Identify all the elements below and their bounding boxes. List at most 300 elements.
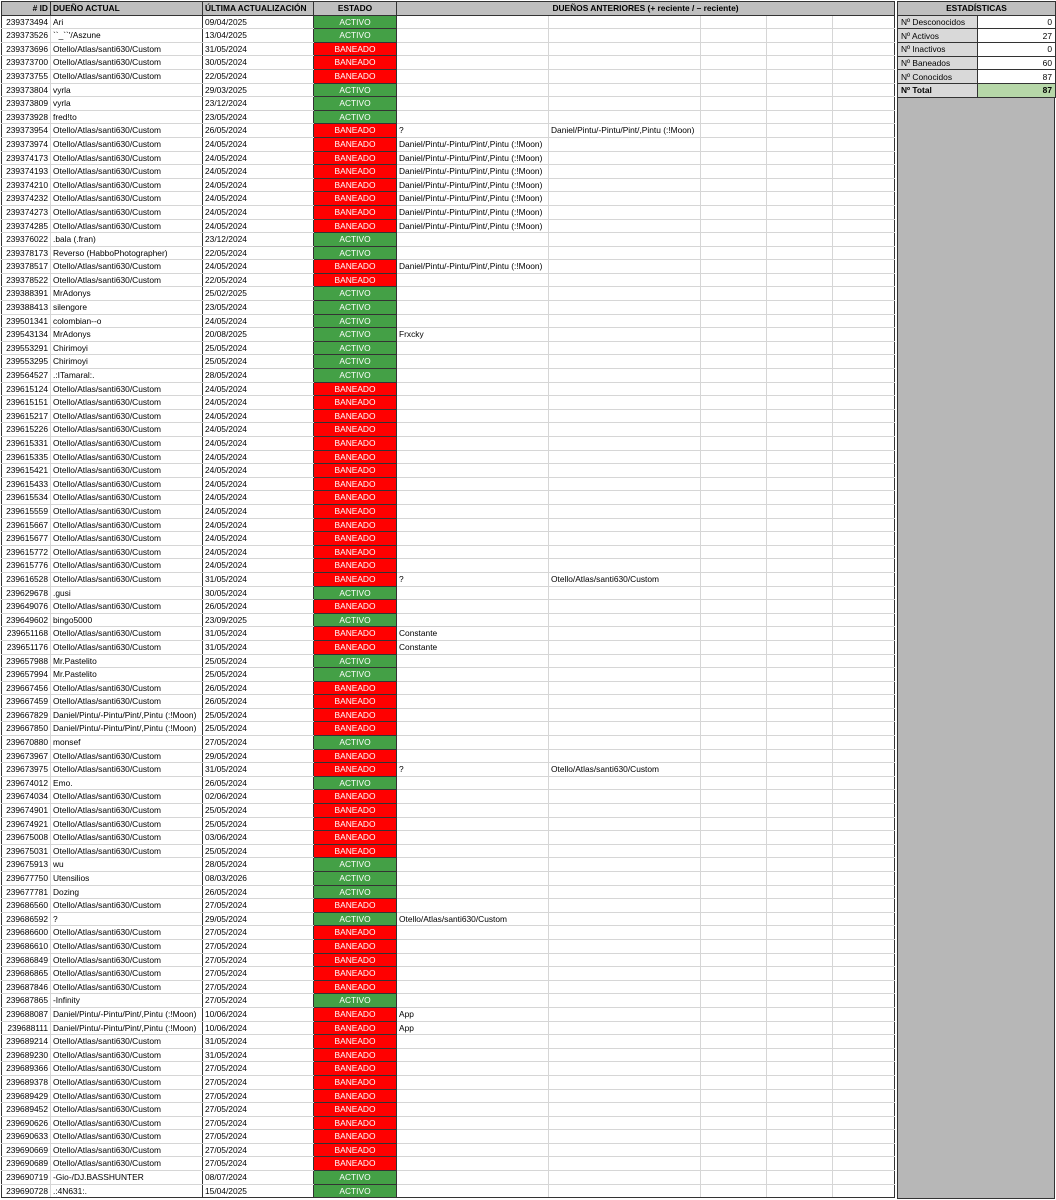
cell-empty[interactable] [833,233,895,247]
cell-id[interactable]: 239690689 [2,1157,51,1171]
cell-previous-owner-2[interactable] [549,749,701,763]
cell-date[interactable]: 23/09/2025 [203,613,314,627]
cell-empty[interactable] [833,477,895,491]
cell-status[interactable]: BANEADO [314,1116,397,1130]
cell-id[interactable]: 239374273 [2,205,51,219]
cell-empty[interactable] [701,273,767,287]
cell-status[interactable]: BANEADO [314,192,397,206]
cell-previous-owner-1[interactable] [397,1130,549,1144]
cell-empty[interactable] [767,151,833,165]
cell-empty[interactable] [701,1130,767,1144]
cell-empty[interactable] [767,328,833,342]
cell-empty[interactable] [701,817,767,831]
cell-id[interactable]: 239689452 [2,1103,51,1117]
cell-empty[interactable] [767,1171,833,1185]
cell-empty[interactable] [701,450,767,464]
cell-owner[interactable]: Otello/Atlas/santi630/Custom [51,1062,203,1076]
cell-empty[interactable] [701,1184,767,1198]
cell-previous-owner-2[interactable] [549,151,701,165]
cell-empty[interactable] [833,396,895,410]
cell-id[interactable]: 239615677 [2,532,51,546]
cell-empty[interactable] [833,273,895,287]
cell-empty[interactable] [833,29,895,43]
cell-previous-owner-2[interactable] [549,532,701,546]
cell-date[interactable]: 26/05/2024 [203,695,314,709]
cell-previous-owner-1[interactable] [397,382,549,396]
cell-empty[interactable] [767,287,833,301]
cell-empty[interactable] [833,409,895,423]
cell-empty[interactable] [833,980,895,994]
cell-empty[interactable] [767,749,833,763]
cell-empty[interactable] [701,654,767,668]
cell-owner[interactable]: Otello/Atlas/santi630/Custom [51,953,203,967]
stats-total-label[interactable]: Nº Total [898,84,978,98]
cell-date[interactable]: 31/05/2024 [203,1048,314,1062]
cell-empty[interactable] [701,409,767,423]
cell-empty[interactable] [833,681,895,695]
cell-previous-owner-1[interactable] [397,1075,549,1089]
cell-empty[interactable] [767,627,833,641]
cell-owner[interactable]: Otello/Atlas/santi630/Custom [51,219,203,233]
cell-owner[interactable]: Mr.Pastelito [51,668,203,682]
cell-status[interactable]: BANEADO [314,640,397,654]
cell-date[interactable]: 27/05/2024 [203,980,314,994]
cell-empty[interactable] [701,97,767,111]
cell-owner[interactable]: Chirimoyi [51,355,203,369]
cell-empty[interactable] [701,613,767,627]
cell-empty[interactable] [701,872,767,886]
cell-previous-owner-1[interactable]: Constante [397,640,549,654]
cell-status[interactable]: BANEADO [314,1089,397,1103]
cell-empty[interactable] [833,1075,895,1089]
cell-empty[interactable] [767,885,833,899]
stats-label[interactable]: Nº Conocidos [898,70,978,84]
cell-id[interactable]: 239373494 [2,15,51,29]
cell-status[interactable]: BANEADO [314,532,397,546]
cell-empty[interactable] [701,504,767,518]
cell-date[interactable]: 25/05/2024 [203,708,314,722]
cell-previous-owner-1[interactable] [397,545,549,559]
cell-status[interactable]: ACTIVO [314,994,397,1008]
cell-status[interactable]: ACTIVO [314,29,397,43]
cell-empty[interactable] [701,953,767,967]
cell-owner[interactable]: Otello/Atlas/santi630/Custom [51,967,203,981]
column-header-id[interactable]: # ID [2,2,51,16]
cell-previous-owner-2[interactable] [549,980,701,994]
cell-owner[interactable]: ? [51,912,203,926]
cell-previous-owner-2[interactable] [549,29,701,43]
cell-previous-owner-2[interactable]: Daniel/Pintu/-Pintu/Pint/,Pintu (:!Moon) [549,124,701,138]
cell-previous-owner-1[interactable]: ? [397,124,549,138]
cell-owner[interactable]: Otello/Atlas/santi630/Custom [51,627,203,641]
cell-status[interactable]: BANEADO [314,151,397,165]
cell-empty[interactable] [767,464,833,478]
cell-date[interactable]: 24/05/2024 [203,314,314,328]
cell-empty[interactable] [833,1089,895,1103]
cell-previous-owner-2[interactable] [549,450,701,464]
cell-id[interactable]: 239501341 [2,314,51,328]
cell-status[interactable]: ACTIVO [314,341,397,355]
cell-date[interactable]: 02/06/2024 [203,790,314,804]
cell-previous-owner-2[interactable] [549,817,701,831]
cell-empty[interactable] [767,1062,833,1076]
cell-date[interactable]: 26/05/2024 [203,124,314,138]
cell-id[interactable]: 239673975 [2,763,51,777]
cell-empty[interactable] [833,464,895,478]
cell-id[interactable]: 239373696 [2,42,51,56]
cell-previous-owner-1[interactable] [397,939,549,953]
cell-previous-owner-1[interactable] [397,885,549,899]
cell-empty[interactable] [833,1007,895,1021]
cell-empty[interactable] [767,477,833,491]
cell-date[interactable]: 24/05/2024 [203,491,314,505]
cell-previous-owner-1[interactable] [397,980,549,994]
cell-date[interactable]: 25/05/2024 [203,844,314,858]
cell-empty[interactable] [767,423,833,437]
cell-empty[interactable] [701,763,767,777]
cell-empty[interactable] [767,532,833,546]
cell-previous-owner-2[interactable] [549,695,701,709]
cell-id[interactable]: 239689214 [2,1035,51,1049]
cell-previous-owner-1[interactable] [397,287,549,301]
cell-previous-owner-2[interactable] [549,233,701,247]
cell-id[interactable]: 239388391 [2,287,51,301]
cell-previous-owner-2[interactable] [549,301,701,315]
cell-date[interactable]: 08/03/2026 [203,872,314,886]
cell-id[interactable]: 239373700 [2,56,51,70]
cell-previous-owner-1[interactable] [397,586,549,600]
cell-previous-owner-2[interactable] [549,681,701,695]
cell-previous-owner-1[interactable]: Daniel/Pintu/-Pintu/Pint/,Pintu (:!Moon) [397,192,549,206]
cell-owner[interactable]: Otello/Atlas/santi630/Custom [51,437,203,451]
cell-empty[interactable] [701,1089,767,1103]
cell-empty[interactable] [701,776,767,790]
cell-previous-owner-1[interactable] [397,722,549,736]
cell-empty[interactable] [767,613,833,627]
cell-owner[interactable]: Otello/Atlas/santi630/Custom [51,491,203,505]
cell-id[interactable]: 239689429 [2,1089,51,1103]
cell-empty[interactable] [767,301,833,315]
cell-status[interactable]: BANEADO [314,477,397,491]
cell-owner[interactable]: Reverso (HabboPhotographer) [51,246,203,260]
cell-previous-owner-2[interactable] [549,260,701,274]
cell-date[interactable]: 31/05/2024 [203,42,314,56]
cell-id[interactable]: 239616528 [2,572,51,586]
cell-status[interactable]: ACTIVO [314,83,397,97]
cell-empty[interactable] [833,192,895,206]
column-header-status[interactable]: ESTADO [314,2,397,16]
cell-date[interactable]: 27/05/2024 [203,1089,314,1103]
cell-empty[interactable] [701,246,767,260]
cell-empty[interactable] [767,42,833,56]
cell-owner[interactable]: Mr.Pastelito [51,654,203,668]
cell-empty[interactable] [833,722,895,736]
cell-previous-owner-2[interactable] [549,504,701,518]
cell-id[interactable]: 239373526 [2,29,51,43]
cell-status[interactable]: ACTIVO [314,613,397,627]
cell-previous-owner-2[interactable] [549,97,701,111]
cell-status[interactable]: BANEADO [314,1157,397,1171]
cell-date[interactable]: 25/05/2024 [203,355,314,369]
cell-previous-owner-2[interactable] [549,328,701,342]
cell-date[interactable]: 20/08/2025 [203,328,314,342]
cell-id[interactable]: 239615151 [2,396,51,410]
cell-empty[interactable] [701,341,767,355]
cell-status[interactable]: ACTIVO [314,110,397,124]
cell-id[interactable]: 239686865 [2,967,51,981]
cell-owner[interactable]: Otello/Atlas/santi630/Custom [51,273,203,287]
cell-owner[interactable]: .bala (.fran) [51,233,203,247]
cell-previous-owner-2[interactable] [549,722,701,736]
cell-previous-owner-2[interactable] [549,804,701,818]
cell-id[interactable]: 239651176 [2,640,51,654]
cell-id[interactable]: 239373755 [2,69,51,83]
cell-previous-owner-1[interactable] [397,396,549,410]
cell-empty[interactable] [833,151,895,165]
cell-previous-owner-2[interactable] [549,885,701,899]
cell-owner[interactable]: Otello/Atlas/santi630/Custom [51,518,203,532]
cell-empty[interactable] [701,600,767,614]
cell-previous-owner-1[interactable] [397,681,549,695]
cell-empty[interactable] [701,1048,767,1062]
cell-date[interactable]: 22/05/2024 [203,273,314,287]
cell-status[interactable]: BANEADO [314,939,397,953]
cell-previous-owner-2[interactable] [549,42,701,56]
cell-status[interactable]: ACTIVO [314,15,397,29]
cell-previous-owner-2[interactable] [549,1089,701,1103]
cell-empty[interactable] [767,640,833,654]
cell-id[interactable]: 239374173 [2,151,51,165]
cell-previous-owner-1[interactable] [397,233,549,247]
cell-empty[interactable] [833,1035,895,1049]
cell-date[interactable]: 24/05/2024 [203,559,314,573]
cell-previous-owner-1[interactable] [397,776,549,790]
cell-owner[interactable]: Emo. [51,776,203,790]
cell-empty[interactable] [833,423,895,437]
cell-previous-owner-1[interactable] [397,29,549,43]
cell-empty[interactable] [833,640,895,654]
cell-empty[interactable] [833,532,895,546]
cell-owner[interactable]: Otello/Atlas/santi630/Custom [51,1116,203,1130]
cell-date[interactable]: 27/05/2024 [203,994,314,1008]
cell-id[interactable]: 239689378 [2,1075,51,1089]
cell-date[interactable]: 25/05/2024 [203,341,314,355]
cell-previous-owner-2[interactable] [549,491,701,505]
cell-empty[interactable] [701,314,767,328]
cell-previous-owner-2[interactable] [549,1021,701,1035]
cell-empty[interactable] [701,69,767,83]
cell-previous-owner-2[interactable] [549,1103,701,1117]
cell-empty[interactable] [767,817,833,831]
cell-previous-owner-2[interactable] [549,844,701,858]
cell-owner[interactable]: Daniel/Pintu/-Pintu/Pint/,Pintu (:!Moon) [51,722,203,736]
cell-empty[interactable] [767,29,833,43]
cell-empty[interactable] [767,1103,833,1117]
cell-empty[interactable] [701,1035,767,1049]
cell-empty[interactable] [701,287,767,301]
cell-id[interactable]: 239388413 [2,301,51,315]
cell-empty[interactable] [833,97,895,111]
cell-id[interactable]: 239674901 [2,804,51,818]
cell-empty[interactable] [701,559,767,573]
cell-empty[interactable] [833,69,895,83]
cell-status[interactable]: ACTIVO [314,858,397,872]
cell-id[interactable]: 239374210 [2,178,51,192]
cell-date[interactable]: 28/05/2024 [203,369,314,383]
cell-date[interactable]: 27/05/2024 [203,1130,314,1144]
cell-empty[interactable] [767,804,833,818]
cell-previous-owner-2[interactable] [549,287,701,301]
cell-owner[interactable]: Otello/Atlas/santi630/Custom [51,423,203,437]
cell-empty[interactable] [767,736,833,750]
cell-empty[interactable] [767,668,833,682]
column-header-date[interactable]: ÚLTIMA ACTUALIZACIÓN [203,2,314,16]
cell-empty[interactable] [767,233,833,247]
cell-previous-owner-1[interactable] [397,695,549,709]
cell-empty[interactable] [701,83,767,97]
cell-owner[interactable]: Otello/Atlas/santi630/Custom [51,790,203,804]
cell-id[interactable]: 239373974 [2,137,51,151]
cell-previous-owner-2[interactable] [549,627,701,641]
cell-empty[interactable] [767,572,833,586]
cell-date[interactable]: 24/05/2024 [203,409,314,423]
cell-empty[interactable] [767,396,833,410]
cell-id[interactable]: 239667850 [2,722,51,736]
cell-owner[interactable]: Otello/Atlas/santi630/Custom [51,1130,203,1144]
cell-empty[interactable] [767,1021,833,1035]
cell-previous-owner-1[interactable] [397,1062,549,1076]
cell-empty[interactable] [701,804,767,818]
cell-empty[interactable] [767,518,833,532]
cell-owner[interactable]: Otello/Atlas/santi630/Custom [51,1157,203,1171]
cell-previous-owner-2[interactable] [549,83,701,97]
cell-status[interactable]: BANEADO [314,831,397,845]
cell-status[interactable]: BANEADO [314,804,397,818]
cell-empty[interactable] [833,124,895,138]
cell-empty[interactable] [701,178,767,192]
cell-date[interactable]: 10/06/2024 [203,1021,314,1035]
cell-previous-owner-2[interactable] [549,56,701,70]
cell-previous-owner-1[interactable] [397,817,549,831]
cell-empty[interactable] [833,953,895,967]
cell-empty[interactable] [767,939,833,953]
cell-date[interactable]: 27/05/2024 [203,939,314,953]
cell-empty[interactable] [767,409,833,423]
stats-value[interactable]: 60 [978,56,1056,70]
cell-status[interactable]: BANEADO [314,572,397,586]
cell-owner[interactable]: Otello/Atlas/santi630/Custom [51,640,203,654]
cell-empty[interactable] [701,1075,767,1089]
cell-empty[interactable] [701,151,767,165]
cell-empty[interactable] [833,1130,895,1144]
cell-empty[interactable] [833,287,895,301]
cell-status[interactable]: BANEADO [314,124,397,138]
cell-empty[interactable] [701,844,767,858]
cell-empty[interactable] [701,1116,767,1130]
cell-empty[interactable] [701,491,767,505]
cell-empty[interactable] [701,736,767,750]
cell-empty[interactable] [701,382,767,396]
cell-previous-owner-1[interactable]: Constante [397,627,549,641]
cell-status[interactable]: BANEADO [314,926,397,940]
cell-previous-owner-1[interactable] [397,1143,549,1157]
cell-empty[interactable] [833,885,895,899]
cell-empty[interactable] [767,994,833,1008]
cell-empty[interactable] [833,559,895,573]
cell-status[interactable]: ACTIVO [314,1171,397,1185]
cell-empty[interactable] [701,110,767,124]
cell-date[interactable]: 27/05/2024 [203,1062,314,1076]
cell-owner[interactable]: Otello/Atlas/santi630/Custom [51,926,203,940]
cell-empty[interactable] [767,545,833,559]
cell-owner[interactable]: Otello/Atlas/santi630/Custom [51,56,203,70]
cell-date[interactable]: 24/05/2024 [203,477,314,491]
cell-previous-owner-1[interactable] [397,1089,549,1103]
cell-empty[interactable] [767,246,833,260]
cell-date[interactable]: 27/05/2024 [203,1116,314,1130]
cell-status[interactable]: ACTIVO [314,287,397,301]
cell-status[interactable]: ACTIVO [314,776,397,790]
cell-status[interactable]: BANEADO [314,695,397,709]
cell-previous-owner-1[interactable] [397,97,549,111]
cell-empty[interactable] [767,1116,833,1130]
cell-empty[interactable] [701,260,767,274]
cell-date[interactable]: 25/05/2024 [203,654,314,668]
cell-id[interactable]: 239686560 [2,899,51,913]
cell-previous-owner-1[interactable] [397,1184,549,1198]
cell-date[interactable]: 25/05/2024 [203,817,314,831]
cell-previous-owner-1[interactable]: Daniel/Pintu/-Pintu/Pint/,Pintu (:!Moon) [397,219,549,233]
cell-id[interactable]: 239674034 [2,790,51,804]
cell-empty[interactable] [701,477,767,491]
cell-empty[interactable] [833,83,895,97]
cell-empty[interactable] [701,56,767,70]
cell-empty[interactable] [767,192,833,206]
cell-date[interactable]: 13/04/2025 [203,29,314,43]
cell-previous-owner-2[interactable] [549,409,701,423]
cell-owner[interactable]: Otello/Atlas/santi630/Custom [51,382,203,396]
cell-empty[interactable] [833,56,895,70]
cell-date[interactable]: 15/04/2025 [203,1184,314,1198]
stats-value[interactable]: 0 [978,43,1056,57]
cell-id[interactable]: 239615776 [2,559,51,573]
cell-owner[interactable]: vyrla [51,83,203,97]
cell-date[interactable]: 26/05/2024 [203,885,314,899]
cell-previous-owner-2[interactable] [549,939,701,953]
cell-previous-owner-1[interactable] [397,668,549,682]
cell-owner[interactable]: Daniel/Pintu/-Pintu/Pint/,Pintu (:!Moon) [51,1021,203,1035]
cell-empty[interactable] [701,518,767,532]
cell-id[interactable]: 239689366 [2,1062,51,1076]
cell-date[interactable]: 29/05/2024 [203,912,314,926]
cell-owner[interactable]: -Gio-/DJ.BASSHUNTER [51,1171,203,1185]
cell-date[interactable]: 24/05/2024 [203,396,314,410]
cell-id[interactable]: 239615534 [2,491,51,505]
cell-owner[interactable]: ``_``'/Aszune [51,29,203,43]
cell-owner[interactable]: Otello/Atlas/santi630/Custom [51,464,203,478]
cell-status[interactable]: BANEADO [314,545,397,559]
cell-empty[interactable] [833,572,895,586]
cell-empty[interactable] [767,83,833,97]
cell-empty[interactable] [701,233,767,247]
cell-owner[interactable]: Otello/Atlas/santi630/Custom [51,477,203,491]
cell-previous-owner-2[interactable] [549,545,701,559]
cell-empty[interactable] [701,396,767,410]
cell-id[interactable]: 239667456 [2,681,51,695]
cell-previous-owner-1[interactable] [397,491,549,505]
cell-previous-owner-1[interactable] [397,736,549,750]
cell-status[interactable]: ACTIVO [314,1184,397,1198]
